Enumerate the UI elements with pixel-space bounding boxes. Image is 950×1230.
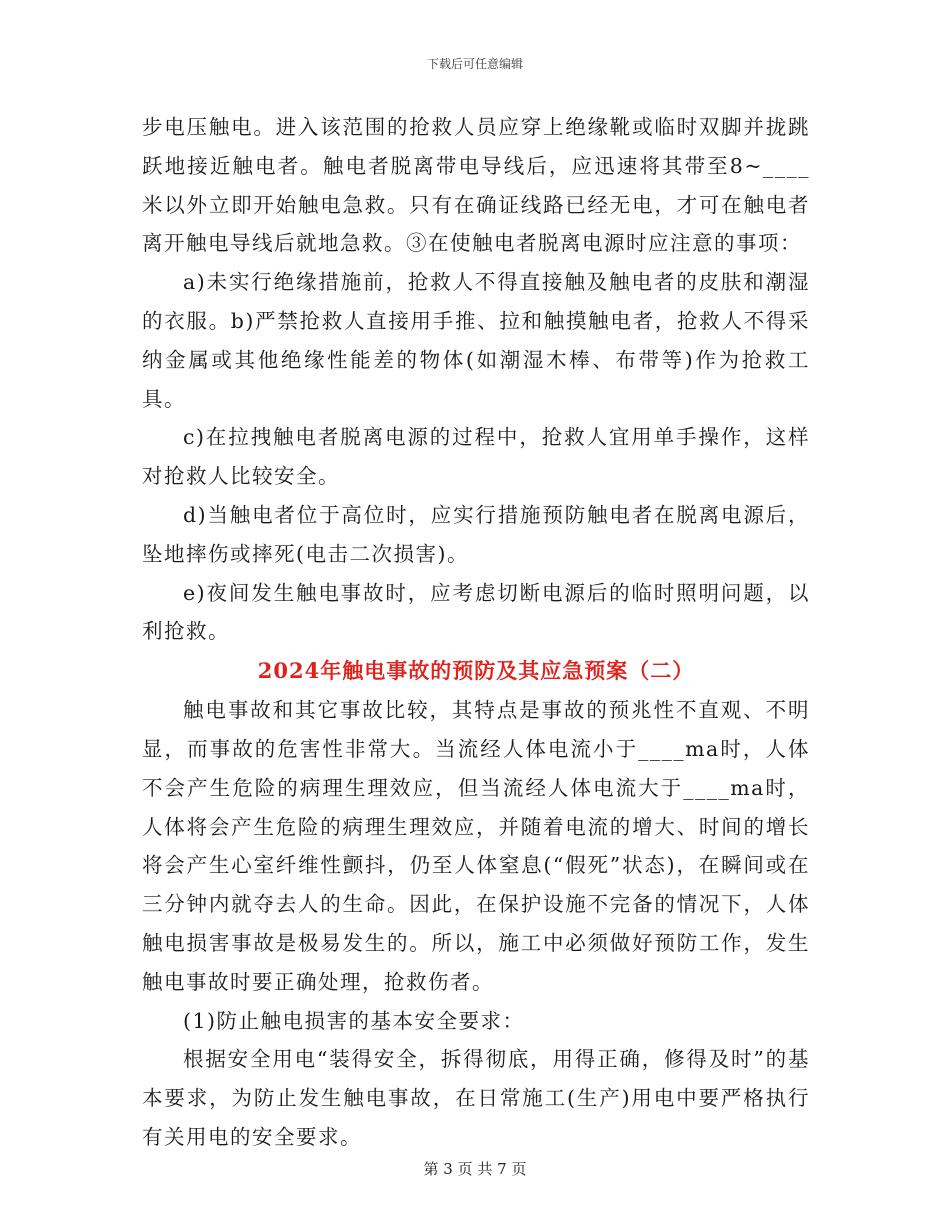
page-header-note: 下载后可任意编辑 <box>426 57 523 71</box>
paragraph-3: c)在拉拽触电者脱离电源的过程中，抢救人宜用单手操作，这样对抢救人比较安全。 <box>142 425 810 489</box>
paragraph-7: (1)防止触电损害的基本安全要求： <box>183 1008 525 1033</box>
section-title: 2024年触电事故的预防及其应急预案（二） <box>257 658 695 684</box>
document-body <box>142 108 810 1157</box>
paragraph-2: a)未实行绝缘措施前，抢救人不得直接触及触电者的皮肤和潮湿的衣服。b)严禁抢救人直接用手推、拉和触摸触电者，抢救人不得采纳金属或其他绝缘性能差的物体(如潮湿木棒、布带等)作为抢救工具。 <box>142 270 810 411</box>
paragraph-5: e)夜间发生触电事故时，应考虑切断电源后的临时照明问题，以利抢救。 <box>142 580 810 644</box>
paragraph-8: 根据安全用电“装得安全，拆得彻底，用得正确，修得及时”的基本要求，为防止发生触电事故，在日常施工(生产)用电中要严格执行有关用电的安全要求。 <box>142 1047 810 1149</box>
page-number: 第 3 页 共 7 页 <box>423 1160 527 1178</box>
paragraph-1: 步电压触电。进入该范围的抢救人员应穿上绝缘靴或临时双脚并拢跳跃地接近触电者。触电者脱离带电导线后，应迅速将其带至8~____米以外立即开始触电急救。只有在确证线路已经无电，才可在触电者离开触电导线后就地急救。③在使触电者脱离电源时应注意的事项： <box>142 115 810 256</box>
paragraph-6: 触电事故和其它事故比较，其特点是事故的预兆性不直观、不明显，而事故的危害性非常大。当流经人体电流小于____ma时，人体不会产生危险的病理生理效应，但当流经人体电流大于____ma时，人体将会产生危险的病理生理效应，并随着电流的增大、时间的增长将会产生心室纤维性颤抖，仍至人体窒息(“假死”状态)，在瞬间或在三分钟内就夺去人的生命。因此，在保护设施不完备的情况下，人体触电损害事故是极易发生的。所以，施工中必须做好预防工作，发生触电事故时要正确处理，抢救伤者。 <box>142 698 810 994</box>
paragraph-4: d)当触电者位于高位时，应实行措施预防触电者在脱离电源后，坠地摔伤或摔死(电击二次损害)。 <box>142 502 810 566</box>
